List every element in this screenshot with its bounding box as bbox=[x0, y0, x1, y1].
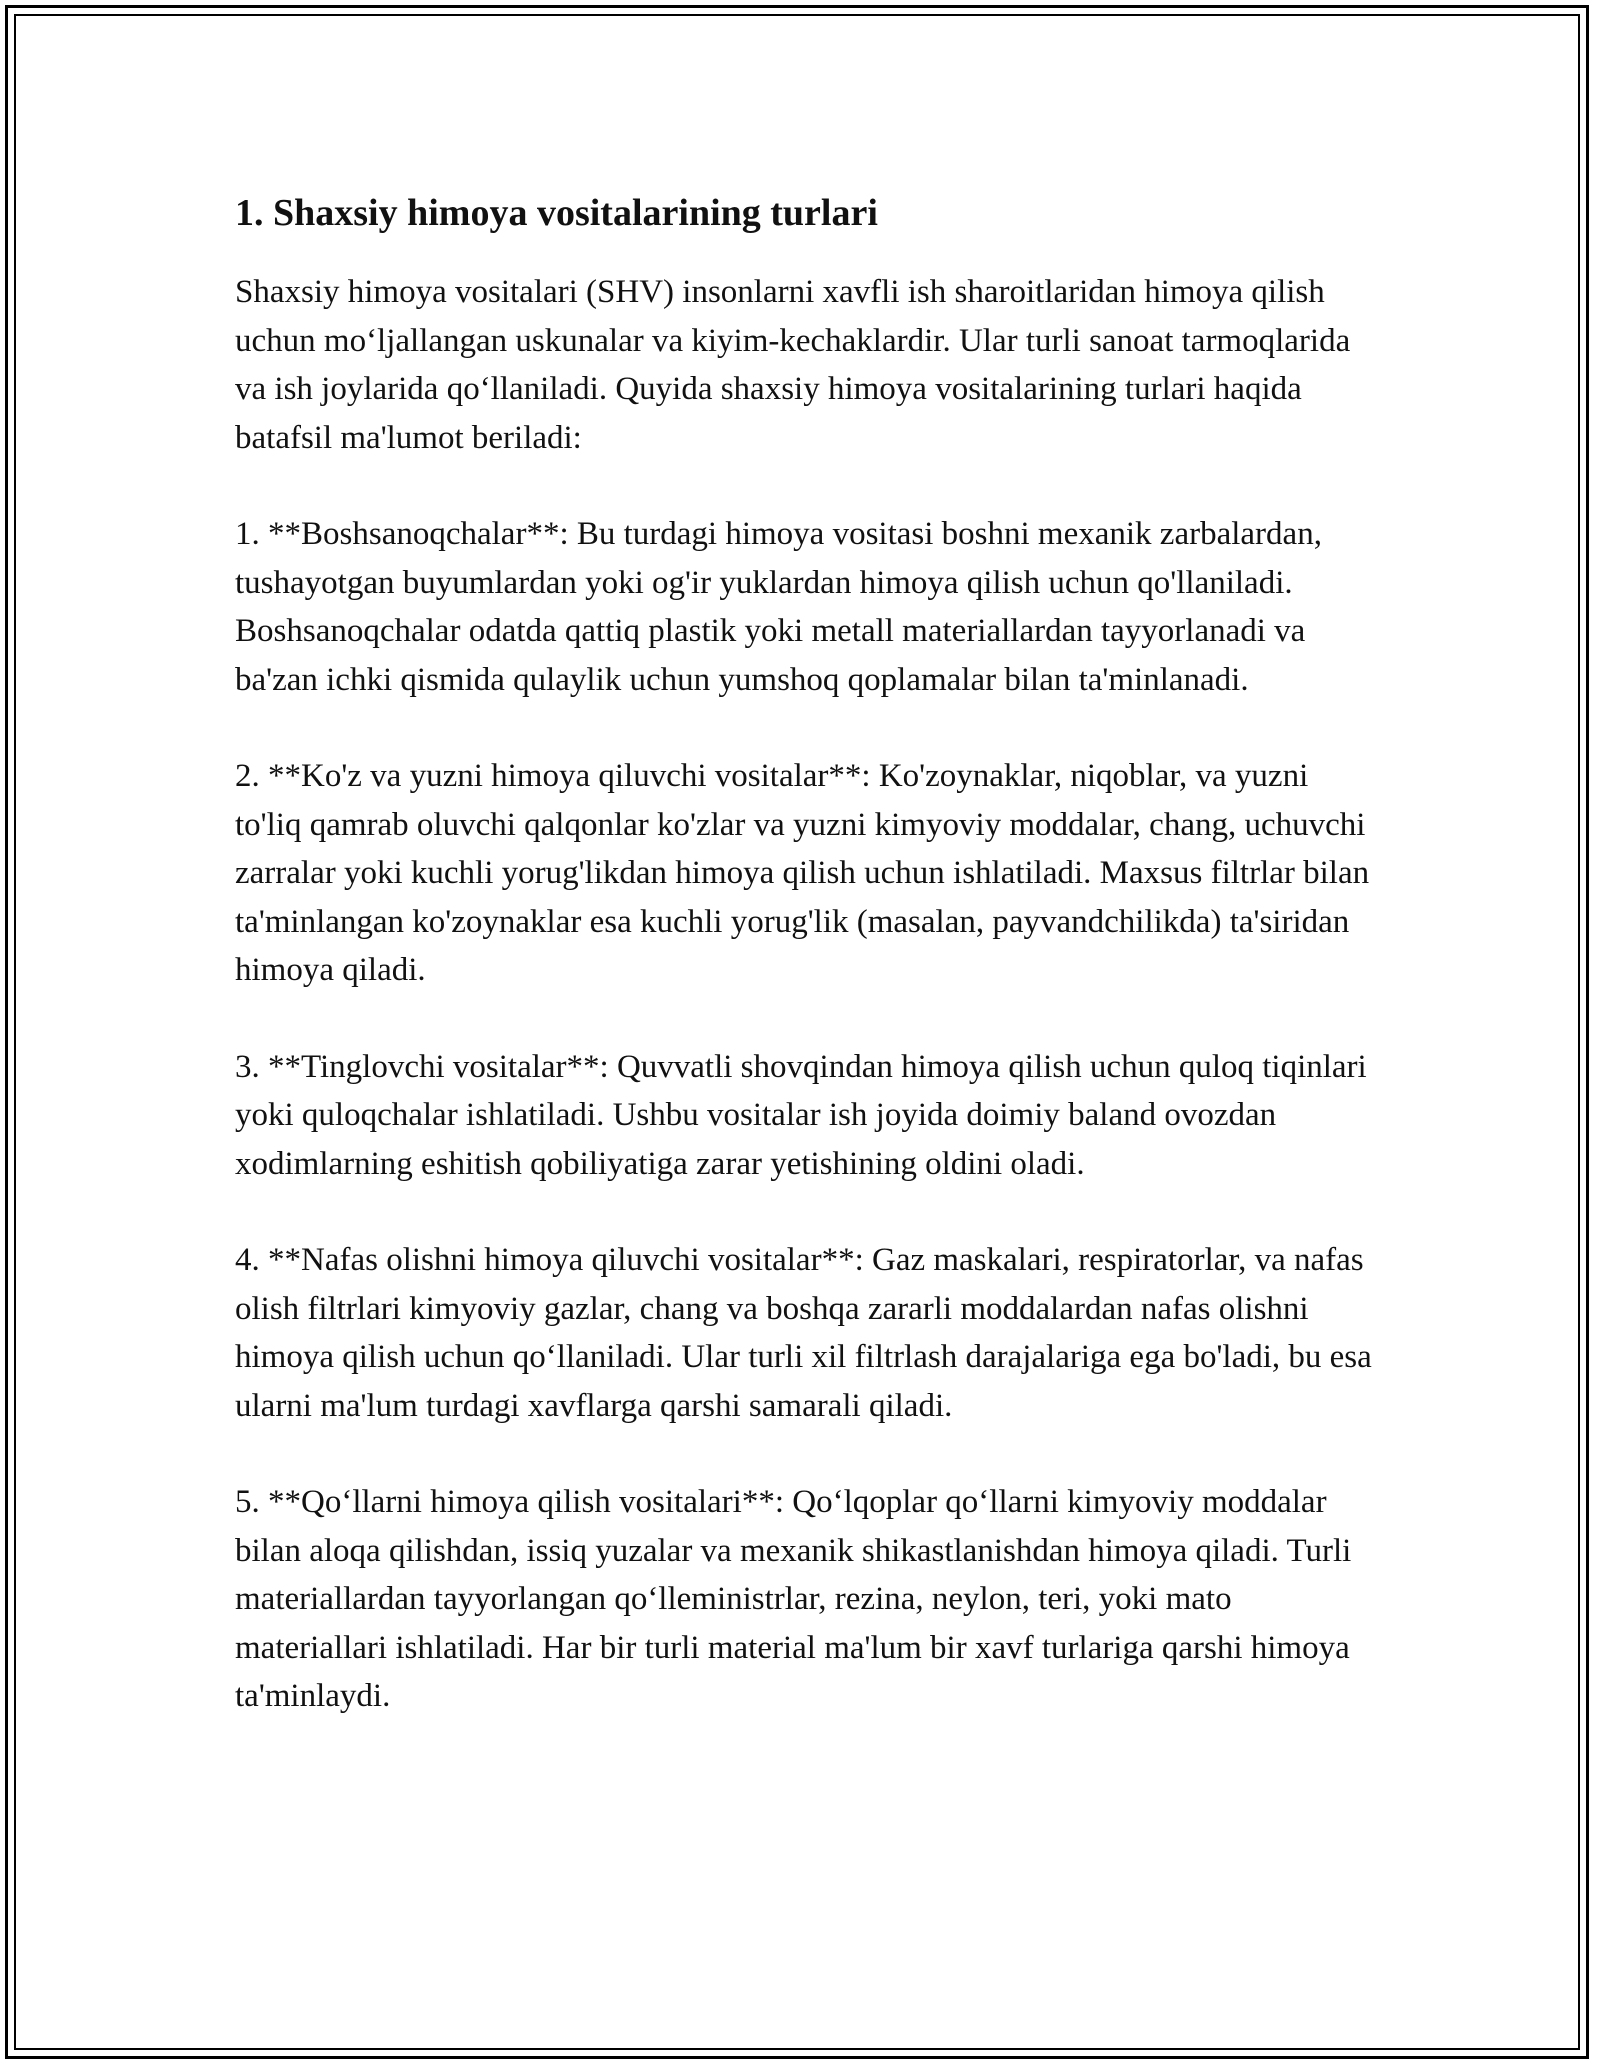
list-item-respiratory-protection: 4. **Nafas olishni himoya qiluvchi vositalar**: Gaz maskalari, respiratorlar, va nafas olish filtrlari kimyoviy gazlar, chang va boshqa zararli moddalardan nafas olishni himoya qilish uchun qo‘llaniladi. Ular turli xil filtrlash darajalariga ega bo'ladi, bu esa ularni ma'lum turdagi xavflarga qarshi samarali qiladi. bbox=[235, 1242, 1372, 1424]
list-item-eye-face-protection: 2. **Ko'z va yuzni himoya qiluvchi vositalar**: Ko'zoynaklar, niqoblar, va yuzni to'liq qamrab oluvchi qalqonlar ko'zlar va yuzni kimyoviy moddalar, chang, uchuvchi zarralar yoki kuchli yorug'likdan himoya qilish uchun ishlatiladi. Maxsus filtrlar bilan ta'minlangan ko'zoynaklar esa kuchli yorug'lik (masalan, payvandchilikda) ta'siridan himoya qiladi. bbox=[235, 758, 1370, 988]
list-item-hand-protection: 5. **Qo‘llarni himoya qilish vositalari**: Qo‘lqoplar qo‘llarni kimyoviy moddalar bilan aloqa qilishdan, issiq yuzalar va mexanik shikastlanishdan himoya qiladi. Turli materiallardan tayyorlangan qo‘lleministrlar, rezina, neylon, teri, yoki mato materiallari ishlatiladi. Har bir turli material ma'lum bir xavf turlariga qarshi himoya ta'minlaydi. bbox=[235, 1484, 1352, 1714]
document-body bbox=[235, 188, 1375, 1769]
page-title: 1. Shaxsiy himoya vositalarining turlari bbox=[235, 192, 878, 234]
intro-paragraph: Shaxsiy himoya vositalari (SHV) insonlarni xavfli ish sharoitlaridan himoya qilish uchun mo‘ljallangan uskunalar va kiyim-kechaklardir. Ular turli sanoat tarmoqlarida va ish joylarida qo‘llaniladi. Quyida shaxsiy himoya vositalarining turlari haqida batafsil ma'lumot beriladi: bbox=[235, 274, 1351, 456]
list-item-head-protection: 1. **Boshsanoqchalar**: Bu turdagi himoya vositasi boshni mexanik zarbalardan, tushayotgan buyumlardan yoki og'ir yuklardan himoya qilish uchun qo'llaniladi. Boshsanoqchalar odatda qattiq plastik yoki metall materiallardan tayyorlanadi va ba'zan ichki qismida qulaylik uchun yumshoq qoplamalar bilan ta'minlanadi. bbox=[235, 516, 1322, 698]
list-item-hearing-protection: 3. **Tinglovchi vositalar**: Quvvatli shovqindan himoya qilish uchun quloq tiqinlari yoki quloqchalar ishlatiladi. Ushbu vositalar ish joyida doimiy baland ovozdan xodimlarning eshitish qobiliyatiga zarar yetishining oldini oladi. bbox=[235, 1048, 1367, 1182]
